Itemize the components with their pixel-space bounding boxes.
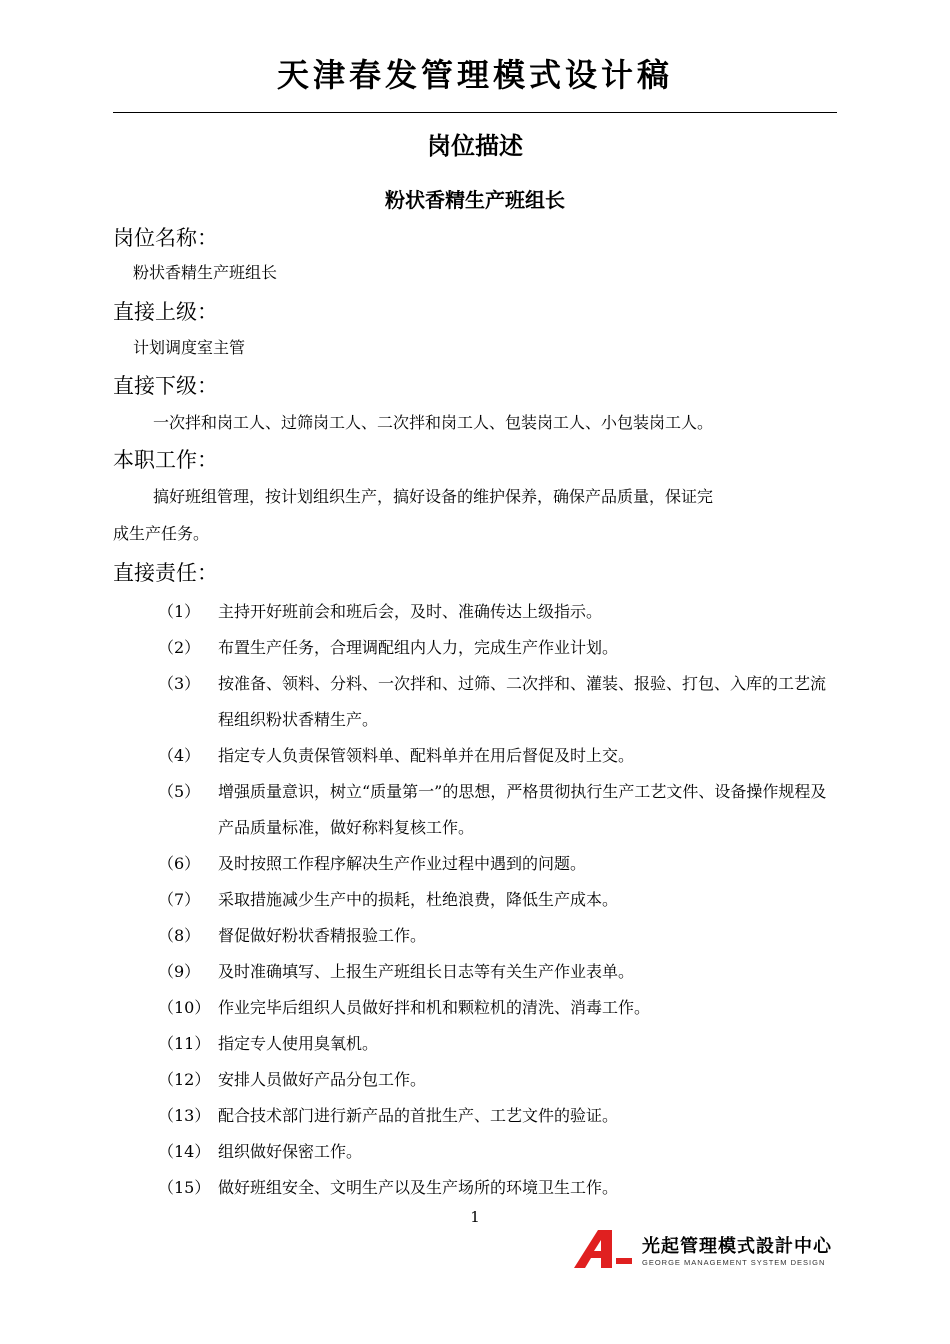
responsibility-number: （6） bbox=[158, 854, 201, 873]
responsibility-number: （4） bbox=[158, 746, 201, 765]
responsibility-item bbox=[0, 738, 950, 774]
responsibility-item bbox=[0, 1134, 950, 1170]
responsibility-number: （2） bbox=[158, 638, 201, 657]
responsibility-number: （15） bbox=[158, 1178, 211, 1197]
company-logo bbox=[572, 1226, 842, 1270]
responsibility-item bbox=[0, 882, 950, 918]
superior-label: 直接上级： bbox=[113, 300, 218, 324]
responsibility-item bbox=[0, 1098, 950, 1134]
duty-label: 本职工作： bbox=[113, 448, 218, 472]
document-header-title: 天津春发管理模式设计稿 bbox=[276, 56, 673, 94]
responsibility-text: 指定专人负责保管领料单、配料单并在用后督促及时上交。 bbox=[218, 746, 635, 765]
responsibility-number: （14） bbox=[158, 1142, 211, 1161]
header-rule bbox=[113, 112, 837, 113]
responsibility-text: 指定专人使用臭氧机。 bbox=[218, 1034, 379, 1053]
responsibility-text: 督促做好粉状香精报验工作。 bbox=[218, 926, 427, 945]
responsibility-number: （13） bbox=[158, 1106, 211, 1125]
responsibility-text: 主持开好班前会和班后会，及时、准确传达上级指示。 bbox=[218, 602, 603, 621]
responsibility-text: 组织做好保密工作。 bbox=[218, 1142, 363, 1161]
responsibility-number: （3） bbox=[158, 674, 201, 693]
responsibility-item bbox=[0, 954, 950, 990]
position-name-value: 粉状香精生产班组长 bbox=[133, 263, 278, 282]
logo-a-mark-icon bbox=[572, 1228, 634, 1268]
logo-name: 光起管理模式設計中心 bbox=[642, 1236, 832, 1257]
responsibility-text: 增强质量意识，树立“质量第一”的思想，严格贯彻执行生产工艺文件、设备操作规程及产品质量标准，做好称料复核工作。 bbox=[218, 782, 827, 837]
superior-value: 计划调度室主管 bbox=[133, 338, 246, 357]
responsibility-number: （12） bbox=[158, 1070, 211, 1089]
logo-subtitle: GEORGE MANAGEMENT SYSTEM DESIGN bbox=[642, 1258, 826, 1267]
responsibility-label: 直接责任： bbox=[113, 561, 218, 585]
responsibility-text: 及时准确填写、上报生产班组长日志等有关生产作业表单。 bbox=[218, 962, 635, 981]
responsibility-number: （10） bbox=[158, 998, 211, 1017]
responsibility-item bbox=[0, 1062, 950, 1098]
responsibility-text: 采取措施减少生产中的损耗，杜绝浪费，降低生产成本。 bbox=[218, 890, 619, 909]
responsibility-number: （7） bbox=[158, 890, 201, 909]
responsibility-number: （5） bbox=[158, 782, 201, 801]
responsibility-text: 做好班组安全、文明生产以及生产场所的环境卫生工作。 bbox=[218, 1178, 619, 1197]
responsibility-text: 安排人员做好产品分包工作。 bbox=[218, 1070, 427, 1089]
responsibility-item bbox=[0, 630, 950, 666]
section-title: 岗位描述 bbox=[427, 132, 523, 160]
responsibility-text: 布置生产任务，合理调配组内人力，完成生产作业计划。 bbox=[218, 638, 619, 657]
duty-text-line-1: 搞好班组管理，按计划组织生产，搞好设备的维护保养，确保产品质量，保证完 bbox=[153, 487, 714, 506]
position-name-label: 岗位名称： bbox=[113, 226, 218, 250]
responsibility-item bbox=[0, 846, 950, 882]
responsibility-item bbox=[0, 990, 950, 1026]
position-title: 粉状香精生产班组长 bbox=[385, 188, 565, 212]
responsibility-item bbox=[0, 774, 950, 846]
responsibility-text: 及时按照工作程序解决生产作业过程中遇到的问题。 bbox=[218, 854, 587, 873]
responsibility-text: 作业完毕后组织人员做好拌和机和颗粒机的清洗、消毒工作。 bbox=[218, 998, 651, 1017]
responsibility-number: （8） bbox=[158, 926, 201, 945]
responsibility-item bbox=[0, 1026, 950, 1062]
subordinate-label: 直接下级： bbox=[113, 374, 218, 398]
responsibility-item bbox=[0, 918, 950, 954]
responsibility-number: （9） bbox=[158, 962, 201, 981]
subordinate-value: 一次拌和岗工人、过筛岗工人、二次拌和岗工人、包装岗工人、小包装岗工人。 bbox=[153, 413, 714, 432]
responsibility-item bbox=[0, 594, 950, 630]
responsibility-text: 按准备、领料、分料、一次拌和、过筛、二次拌和、灌装、报验、打包、入库的工艺流程组织粉状香精生产。 bbox=[218, 674, 827, 729]
responsibility-number: （11） bbox=[158, 1034, 211, 1053]
responsibility-item bbox=[0, 666, 950, 738]
responsibility-number: （1） bbox=[158, 602, 201, 621]
page-number: 1 bbox=[470, 1208, 480, 1226]
responsibility-list bbox=[0, 594, 950, 1206]
duty-text-line-2: 成生产任务。 bbox=[113, 524, 210, 543]
responsibility-text: 配合技术部门进行新产品的首批生产、工艺文件的验证。 bbox=[218, 1106, 619, 1125]
responsibility-item bbox=[0, 1170, 950, 1206]
